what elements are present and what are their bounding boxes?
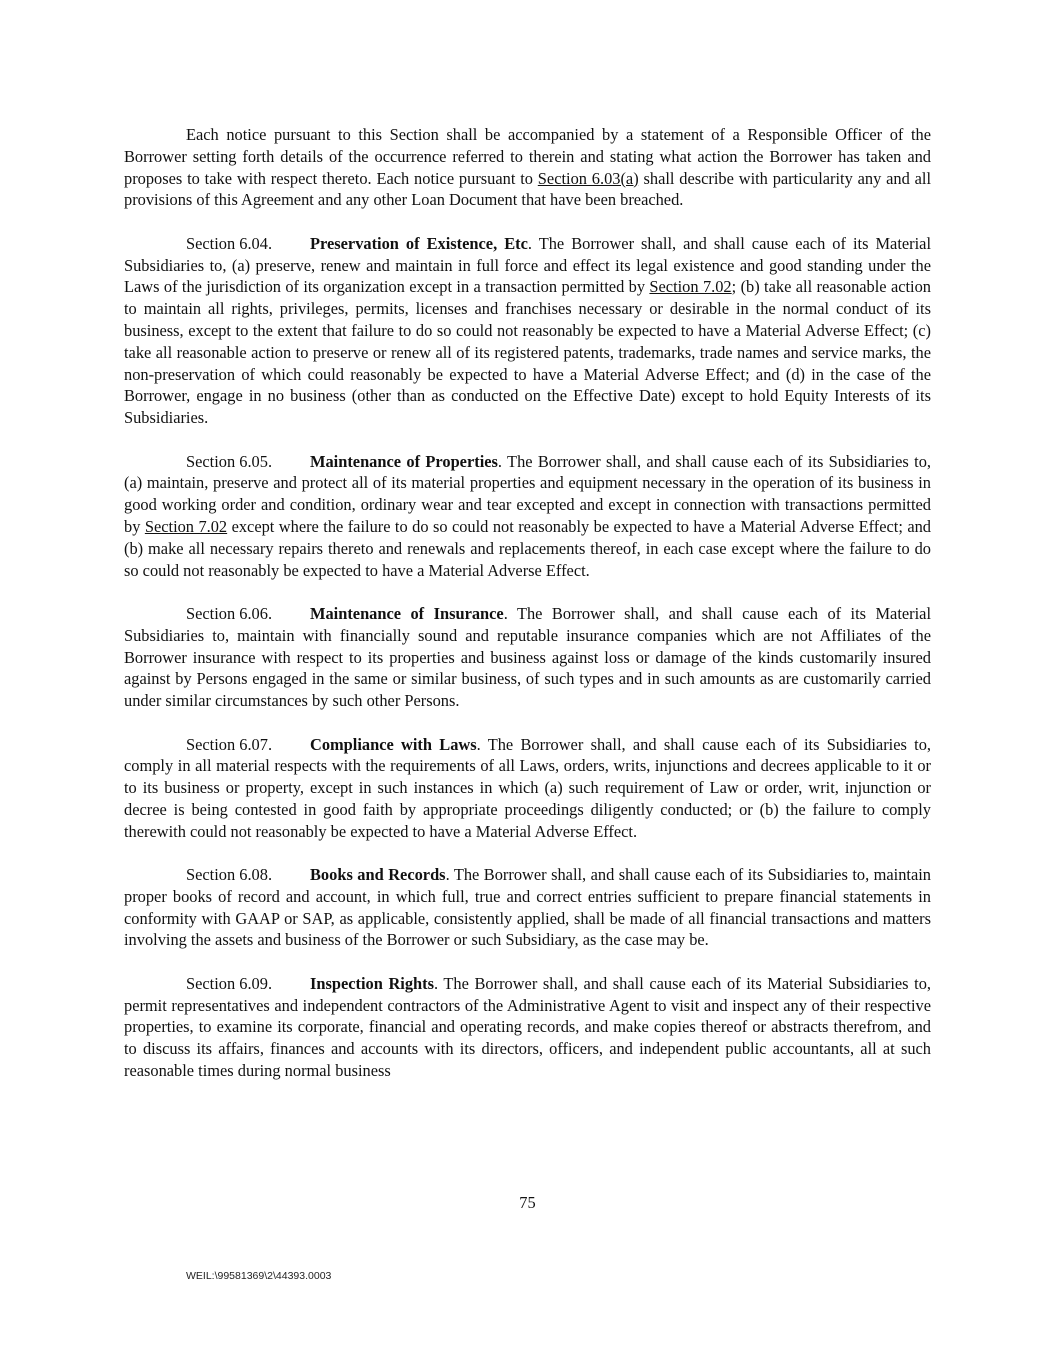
document-footer-id: WEIL:\99581369\2\44393.0003 xyxy=(186,1270,332,1282)
section-6-09-paragraph: Section 6.09. Inspection Rights. The Borrower shall, and shall cause each of its Material Subsidiaries to, permit representatives and independent contractors of the Administrative Agent to visit and inspect any of their respective properties, to examine its corporate, financial and operating records, and make copies thereof or abstracts therefrom, and to discuss its affairs, finances and accounts with its directors, officers, and independent public accountants, all at such reasonable times during normal business xyxy=(124,973,931,1081)
section-6-06-paragraph: Section 6.06. Maintenance of Insurance. The Borrower shall, and shall cause each of its Material Subsidiaries to, maintain with financially sound and reputable insurance companies which are not Affiliates of the Borrower insurance with respect to its properties and business against loss or damage of the kinds customarily insured against by Persons engaged in the same or similar business, of such types and in such amounts as are customarily carried under similar circumstances by such other Persons. xyxy=(124,603,931,711)
section-6-05-paragraph: Section 6.05. Maintenance of Properties. The Borrower shall, and shall cause each of its Subsidiaries to, (a) maintain, preserve and protect all of its material properties and equipment necessary in the operation of its business in good working order and condition, ordinary wear and tear excepted and except in connection with transactions permitted by Section 7.02 except where the failure to do so could not reasonably be expected to have a Material Adverse Effect; and (b) make all necessary repairs thereto and renewals and replacements thereof, in each case except where the failure to do so could not reasonably be expected to have a Material Adverse Effect. xyxy=(124,451,932,580)
section-reference: Section 7.02 xyxy=(144,516,228,536)
section-heading: Compliance with Laws xyxy=(310,734,477,754)
section-reference: Section 6.03(a) xyxy=(537,168,639,188)
page-number: 75 xyxy=(519,1193,536,1212)
section-6-04-paragraph: Section 6.04. Preservation of Existence, Etc. The Borrower shall, and shall cause each of its Material Subsidiaries to, (a) preserve, renew and maintain in full force and effect its legal existence and good standing under the Laws of the jurisdiction of its organization except in a transaction permitted by Section 7.02; (b) take all reasonable action to maintain all rights, privileges, permits, licenses and franchises necessary or desirable in the normal conduct of its business, except to the extent that failure to do so could not reasonably be expected to have a Material Adverse Effect; (c) take all reasonable action to preserve or renew all of its registered patents, trademarks, trade names and service marks, the non-preservation of which could reasonably be expected to have a Material Adverse Effect; and (d) in the case of the Borrower, engage in no business (other than as conducted on the Effective Date) except to hold Equity Interests of its Subsidiaries. xyxy=(124,233,932,428)
section-heading: Maintenance of Properties xyxy=(310,451,498,471)
section-heading: Inspection Rights xyxy=(310,973,434,993)
section-6-08-paragraph: Section 6.08. Books and Records. The Borrower shall, and shall cause each of its Subsidiaries to, maintain proper books of record and account, in which full, true and correct entries sufficient to prepare financial statements in conformity with GAAP or SAP, as applicable, consistently applied, shall be made of all financial transactions and matters involving the assets and business of the Borrower or such Subsidiary, as the case may be. xyxy=(124,865,931,950)
document-body xyxy=(124,124,931,1082)
section-heading: Maintenance of Insurance xyxy=(310,603,504,623)
section-number: Section 6.08. xyxy=(186,865,273,885)
section-number: Section 6.09. xyxy=(186,973,273,993)
section-number: Section 6.06. xyxy=(186,603,273,623)
section-number: Section 6.07. xyxy=(186,734,273,754)
section-reference: Section 7.02 xyxy=(649,277,732,297)
section-number: Section 6.04. xyxy=(186,233,273,253)
section-heading: Books and Records xyxy=(310,865,446,885)
intro-paragraph: Each notice pursuant to this Section shall be accompanied by a statement of a Responsible Officer of the Borrower setting forth details of the occurrence referred to therein and stating what action the Borrower has taken and proposes to take with respect thereto. Each notice pursuant to Section 6.03(a) shall describe with particularity any and all provisions of this Agreement and any other Loan Document that have been breached. xyxy=(124,125,932,210)
section-6-07-paragraph: Section 6.07. Compliance with Laws. The Borrower shall, and shall cause each of its Subsidiaries to, comply in all material respects with the requirements of all Laws, orders, writs, injunctions and decrees applicable to it or to its business or property, except in such instances in which (a) such requirement of Law or order, writ, injunction or decree is being contested in good faith by appropriate proceedings diligently conducted; or (b) the failure to comply therewith could not reasonably be expected to have a Material Adverse Effect. xyxy=(124,734,931,841)
section-number: Section 6.05. xyxy=(186,451,273,471)
section-heading: Preservation of Existence, Etc xyxy=(310,233,528,253)
